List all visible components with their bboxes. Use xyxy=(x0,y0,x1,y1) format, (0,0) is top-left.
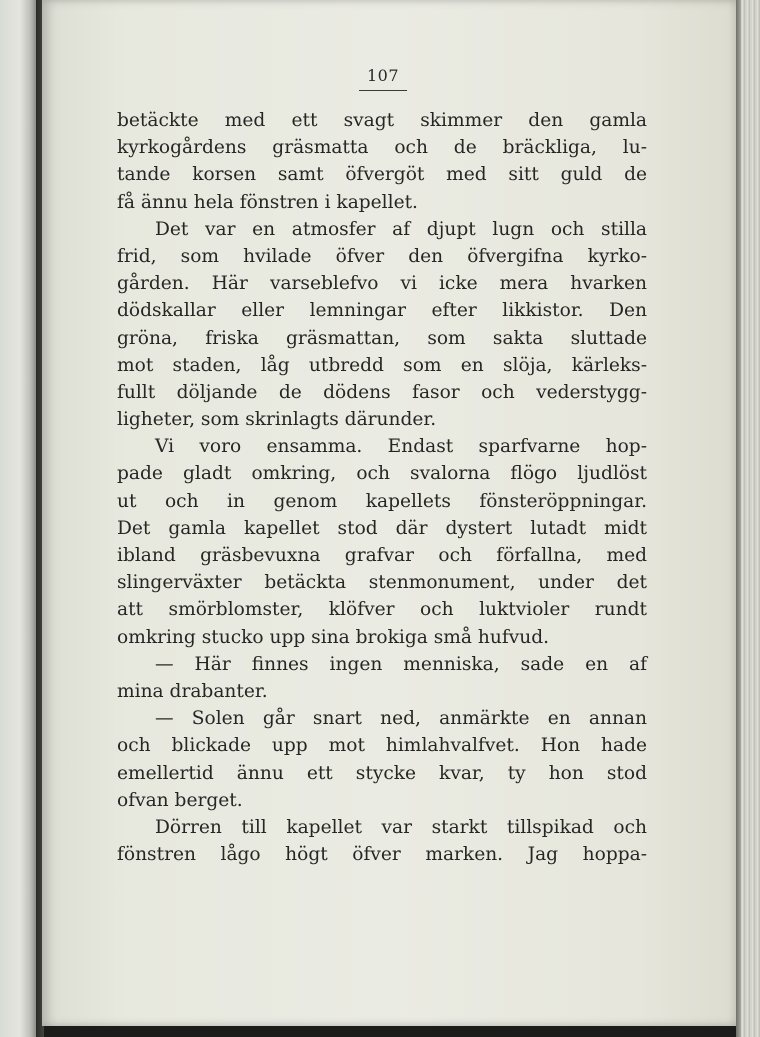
text-line: kyrkogårdens gräsmatta och de bräckliga, lu- xyxy=(117,137,647,159)
text-line: ligheter, som skrinlagts därunder. xyxy=(117,409,437,431)
text-line: Det var en atmosfer af djupt lugn och stilla xyxy=(155,218,647,240)
text-line: ofvan berget. xyxy=(117,789,243,811)
text-line: få ännu hela fönstren i kapellet. xyxy=(117,191,418,213)
text-line: Dörren till kapellet var starkt tillspikad och xyxy=(155,816,647,838)
text-line: — Här finnes ingen menniska, sade en af xyxy=(155,653,647,675)
text-line: fullt döljande de dödens fasor och vederstygg- xyxy=(117,381,647,403)
text-line: ut och in genom kapellets fönsteröppningar. xyxy=(117,490,647,512)
page-number: 107 xyxy=(359,66,407,91)
text-line: slingerväxter betäckta stenmonument, under det xyxy=(117,572,647,594)
text-line: gröna, friska gräsmattan, som sakta sluttade xyxy=(117,327,647,349)
text-line: mot staden, låg utbredd som en slöja, kärleks- xyxy=(117,354,647,376)
text-line: fönstren lågo högt öfver marken. Jag hoppa- xyxy=(117,844,647,866)
text-line: frid, som hvilade öfver den öfvergifna kyrko- xyxy=(117,245,647,267)
text-line: emellertid ännu ett stycke kvar, ty hon stod xyxy=(117,762,647,784)
text-line: dödskallar eller lemningar efter likkistor. Den xyxy=(117,300,647,322)
text-line: gården. Här varseblefvo vi icke mera hvarken xyxy=(117,273,647,295)
text-line: att smörblomster, klöfver och luktvioler rundt xyxy=(117,599,647,621)
text-line: Det gamla kapellet stod där dystert lutadt midt xyxy=(117,517,647,539)
book-page xyxy=(42,0,736,1026)
text-line: mina drabanter. xyxy=(117,680,268,702)
text-line: Vi voro ensamma. Endast sparfvarne hop- xyxy=(155,436,647,458)
text-line: omkring stucko upp sina brokiga små hufvud. xyxy=(117,626,550,648)
page-header xyxy=(42,66,736,91)
page-body-text xyxy=(117,107,647,868)
text-line: betäckte med ett svagt skimmer den gamla xyxy=(117,110,647,131)
text-line: ibland gräsbevuxna grafvar och förfallna, med xyxy=(117,545,647,566)
facing-page-edge xyxy=(0,0,36,1037)
text-line: — Solen går snart ned, anmärkte en annan xyxy=(155,708,647,730)
page-edge-shadow xyxy=(736,0,741,1037)
text-line: och blickade upp mot himlahvalfvet. Hon hade xyxy=(117,735,647,757)
text-line: tande korsen samt öfvergöt med sitt guld de xyxy=(117,164,647,186)
text-line: pade gladt omkring, och svalorna flögo ljudlöst xyxy=(117,463,647,485)
